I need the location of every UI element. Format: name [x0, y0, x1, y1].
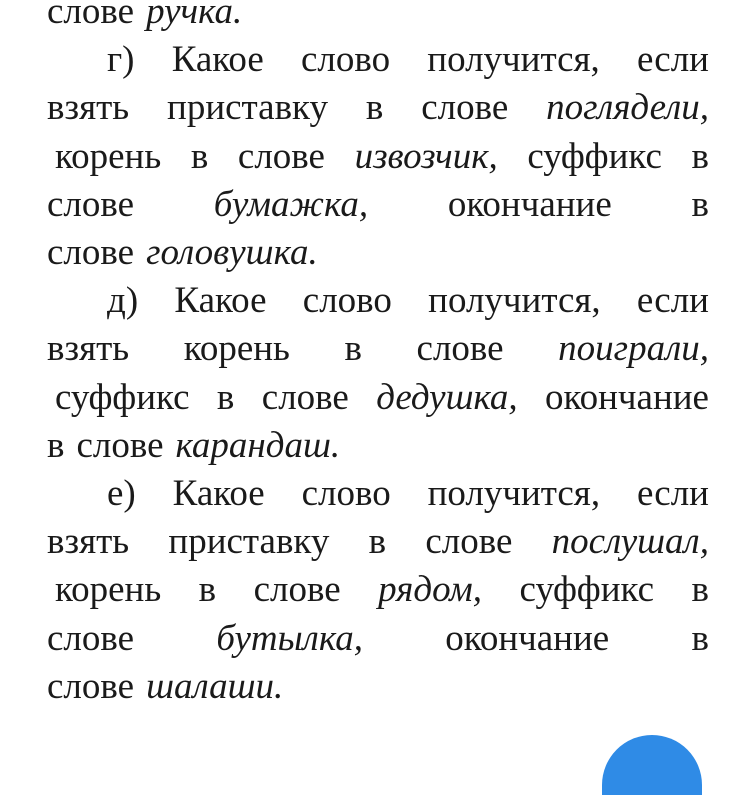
example-word: головушка.	[146, 232, 318, 273]
text-word: в	[190, 135, 209, 177]
text-word: слово	[300, 39, 391, 81]
example-word: извозчик,	[354, 135, 498, 177]
text-word: если	[636, 280, 709, 322]
text-word: е)	[107, 473, 136, 514]
text-word: слове	[47, 232, 135, 273]
text-word: в	[691, 569, 709, 611]
text-word: Какое	[171, 39, 264, 81]
text-line	[55, 374, 709, 422]
text-word: слове	[421, 87, 509, 129]
text-word: слове	[47, 183, 135, 225]
text-word: взять	[47, 87, 130, 129]
text-word: в	[691, 617, 709, 659]
text-line	[47, 181, 709, 229]
text-word: слово	[302, 280, 392, 322]
example-word: шалаши.	[146, 665, 284, 707]
text-word: приставку	[167, 87, 329, 129]
text-word: взять	[47, 328, 130, 370]
text-word: слове	[416, 328, 504, 370]
text-word: слове	[237, 135, 325, 177]
text-word: в	[198, 569, 217, 611]
text-word: корень	[55, 135, 162, 177]
text-line	[107, 470, 709, 518]
example-word: карандаш.	[175, 424, 341, 466]
text-line	[47, 663, 709, 711]
text-word: слове	[261, 376, 349, 418]
text-word: д)	[107, 280, 139, 322]
text-word: если	[636, 473, 709, 514]
text-line	[47, 229, 709, 277]
text-word: окончание	[545, 376, 709, 418]
text-word: в	[344, 328, 362, 370]
text-word: в	[691, 183, 709, 225]
text-word: в	[47, 424, 65, 466]
text-word: слове	[47, 665, 135, 707]
text-word: слове	[47, 0, 135, 32]
text-word: слове	[76, 424, 164, 466]
text-word: корень	[183, 328, 290, 370]
text-line	[47, 615, 709, 663]
example-word: поиграли,	[558, 328, 709, 370]
text-word: если	[636, 39, 709, 81]
text-word: Какое	[172, 473, 265, 514]
text-word: слове	[425, 521, 513, 563]
text-word: суффикс	[55, 376, 190, 418]
text-word: Какое	[174, 280, 267, 322]
text-line	[47, 518, 709, 566]
text-line	[55, 566, 709, 614]
example-word: ручка.	[146, 0, 243, 32]
text-line	[107, 36, 709, 84]
text-line	[47, 325, 709, 373]
text-word: получится,	[427, 39, 600, 81]
text-word: корень	[55, 569, 162, 611]
text-word: получится,	[427, 473, 601, 514]
text-word: получится,	[428, 280, 601, 322]
text-word: в	[365, 87, 384, 129]
text-line	[47, 0, 709, 36]
text-line	[107, 277, 709, 325]
example-word: рядом,	[378, 569, 483, 611]
example-word: бутылка,	[216, 617, 363, 659]
text-word: слово	[301, 473, 391, 514]
text-word: в	[216, 376, 235, 418]
text-line	[47, 84, 709, 132]
text-word: окончание	[445, 617, 610, 659]
text-word: суффикс	[519, 569, 655, 611]
example-word: послушал,	[551, 521, 709, 563]
example-word: поглядели,	[546, 87, 709, 129]
text-word: слове	[253, 569, 341, 611]
text-line	[47, 422, 709, 470]
text-word: окончание	[447, 183, 612, 225]
text-word: суффикс	[527, 135, 662, 177]
text-word: г)	[107, 39, 135, 81]
text-word: в	[368, 521, 387, 563]
text-word: в	[691, 135, 709, 177]
text-word: слове	[47, 617, 135, 659]
example-word: дедушка,	[376, 376, 518, 418]
text-line	[55, 133, 709, 181]
example-word: бумажка,	[213, 183, 369, 225]
text-word: взять	[47, 521, 130, 563]
text-word: приставку	[168, 521, 330, 563]
